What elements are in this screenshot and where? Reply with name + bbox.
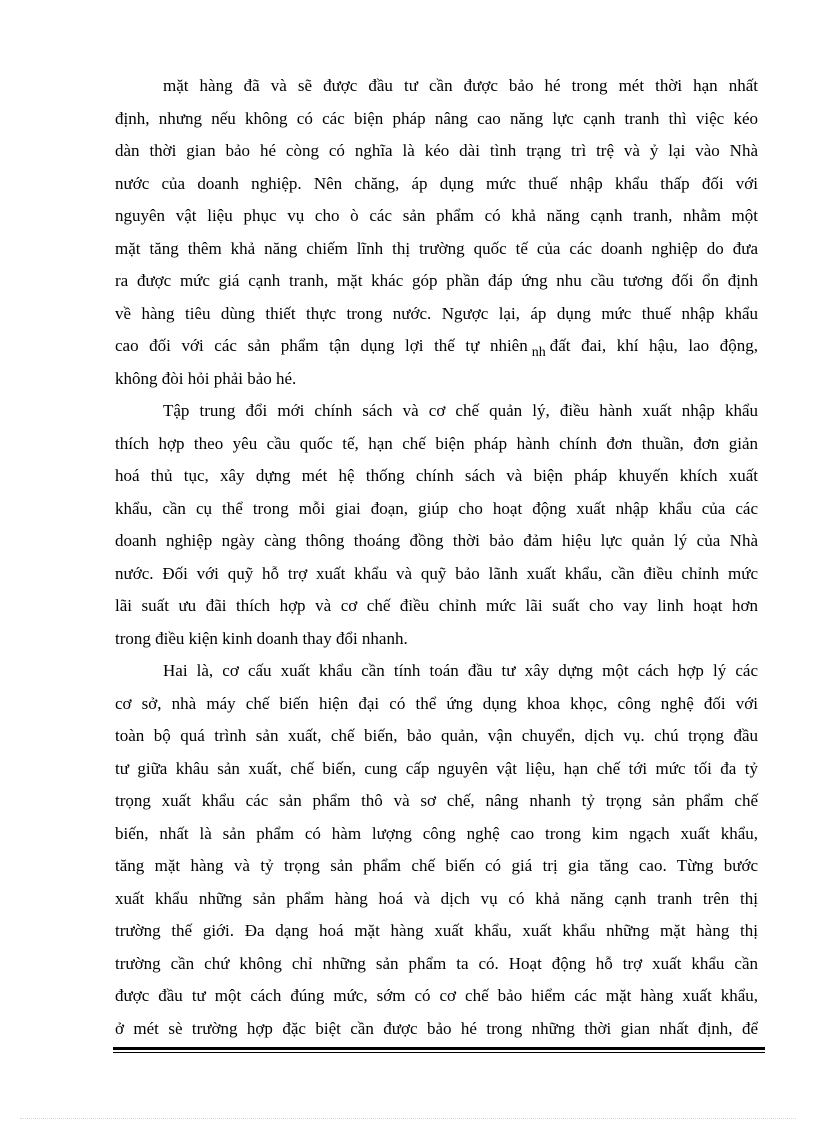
text-line: nguyên vật liệu phục vụ cho ò các sản phẩm có khả năng cạnh tranh, nhằm một [115,206,758,225]
text-line: doanh nghiệp ngày càng thông thoáng đồng thời bảo đảm hiệu lực quản lý của Nhà [115,531,758,550]
text-line: dàn thời gian bảo hé còng có nghĩa là kéo dài tình trạng trì trệ và ỷ lại vào Nhà [115,141,758,160]
text-fragment: cao đối với các sản phẩm tận dụng lợi thế tự nhiên [115,336,528,355]
text-line: Tập trung đổi mới chính sách và cơ chế quản lý, điều hành xuất nhập khẩu [163,401,758,420]
text-line: hoá thủ tục, xây dựng mét hệ thống chính sách và biện pháp khuyến khích xuất [115,466,758,485]
text-line: Hai là, cơ cấu xuất khẩu cần tính toán đầu tư xây dựng một cách hợp lý các [163,661,758,680]
text-line: toàn bộ quá trình sản xuất, chế biến, bảo quản, vận chuyển, dịch vụ. chú trọng đầu [115,726,758,745]
text-line: cơ sở, nhà máy chế biến hiện đại có thể ứng dụng khoa khọc, công nghệ đối với [115,693,758,713]
text-line: trường cần chứ không chỉ những sản phẩm ta có. Hoạt động hỗ trợ xuất khẩu cần [115,953,758,973]
text-line: tăng mặt hàng và tỷ trọng sản phẩm chế biến có giá trị gia tăng cao. Từng bước [115,856,758,875]
text-line: định, nhưng nếu không có các biện pháp nâng cao năng lực cạnh tranh thì việc kéo [115,108,758,128]
footer-rule-thin [113,1052,765,1053]
text-line: nước của doanh nghiệp. Nên chăng, áp dụng mức thuế nhập khẩu thấp đối với [115,173,758,193]
text-line: nước. Đối với quỹ hỗ trợ xuất khẩu và quỹ bảo lãnh xuất khẩu, cần điều chỉnh mức [115,563,758,583]
page-bottom-edge [20,1118,796,1119]
text-line: về hàng tiêu dùng thiết thực trong nước. Ngược lại, áp dụng mức thuế nhập khẩu [115,303,758,323]
text-line: khẩu, cần cụ thể trong mỗi giai đoạn, giúp cho hoạt động xuất nhập khẩu của các [115,498,758,518]
text-line [115,330,758,363]
text-line: mặt tăng thêm khả năng chiếm lĩnh thị trường quốc tế của các doanh nghiệp do đưa [115,238,758,258]
text-line: tư giữa khâu sản xuất, chế biến, cung cấp nguyên vật liệu, hạn chế tới mức tối đa tỷ [115,758,758,778]
text-line: trong điều kiện kinh doanh thay đổi nhanh. [115,628,408,648]
text-fragment: đất đai, khí hậu, lao động, [549,336,758,355]
footer-rule-thick [113,1047,765,1050]
subscript-fragment: nh [531,345,546,360]
text-line: thích hợp theo yêu cầu quốc tế, hạn chế biện pháp hành chính đơn thuần, đơn giản [115,433,758,453]
text-line: biến, nhất là sản phẩm có hàm lượng công nghệ cao trong kim ngạch xuất khẩu, [115,823,758,843]
text-line: xuất khẩu những sản phẩm hàng hoá và dịch vụ có khả năng cạnh tranh trên thị [115,888,758,908]
text-line: ra được mức giá cạnh tranh, mặt khác góp phần đáp ứng nhu cầu tương đối ổn định [115,271,758,290]
text-line: lãi suất ưu đãi thích hợp và cơ chế điều chỉnh mức lãi suất cho vay linh hoạt hơn [115,596,758,615]
text-line: được đầu tư một cách đúng mức, sớm có cơ chế bảo hiểm các mặt hàng xuất khẩu, [115,986,758,1005]
text-line: trường thế giới. Đa dạng hoá mặt hàng xuất khẩu, xuất khẩu những mặt hàng thị [115,921,758,940]
text-line: mặt hàng đã và sẽ được đầu tư cần được bảo hé trong mét thời hạn nhất [163,76,758,95]
body-text [115,70,758,1045]
text-line: không đòi hỏi phải bảo hé. [115,368,297,388]
text-line: trọng xuất khẩu các sản phẩm thô và sơ chế, nâng nhanh tỷ trọng sản phẩm chế [115,791,758,810]
text-line: ở mét sè trường hợp đặc biệt cần được bảo hé trong những thời gian nhất định, để [115,1018,758,1038]
